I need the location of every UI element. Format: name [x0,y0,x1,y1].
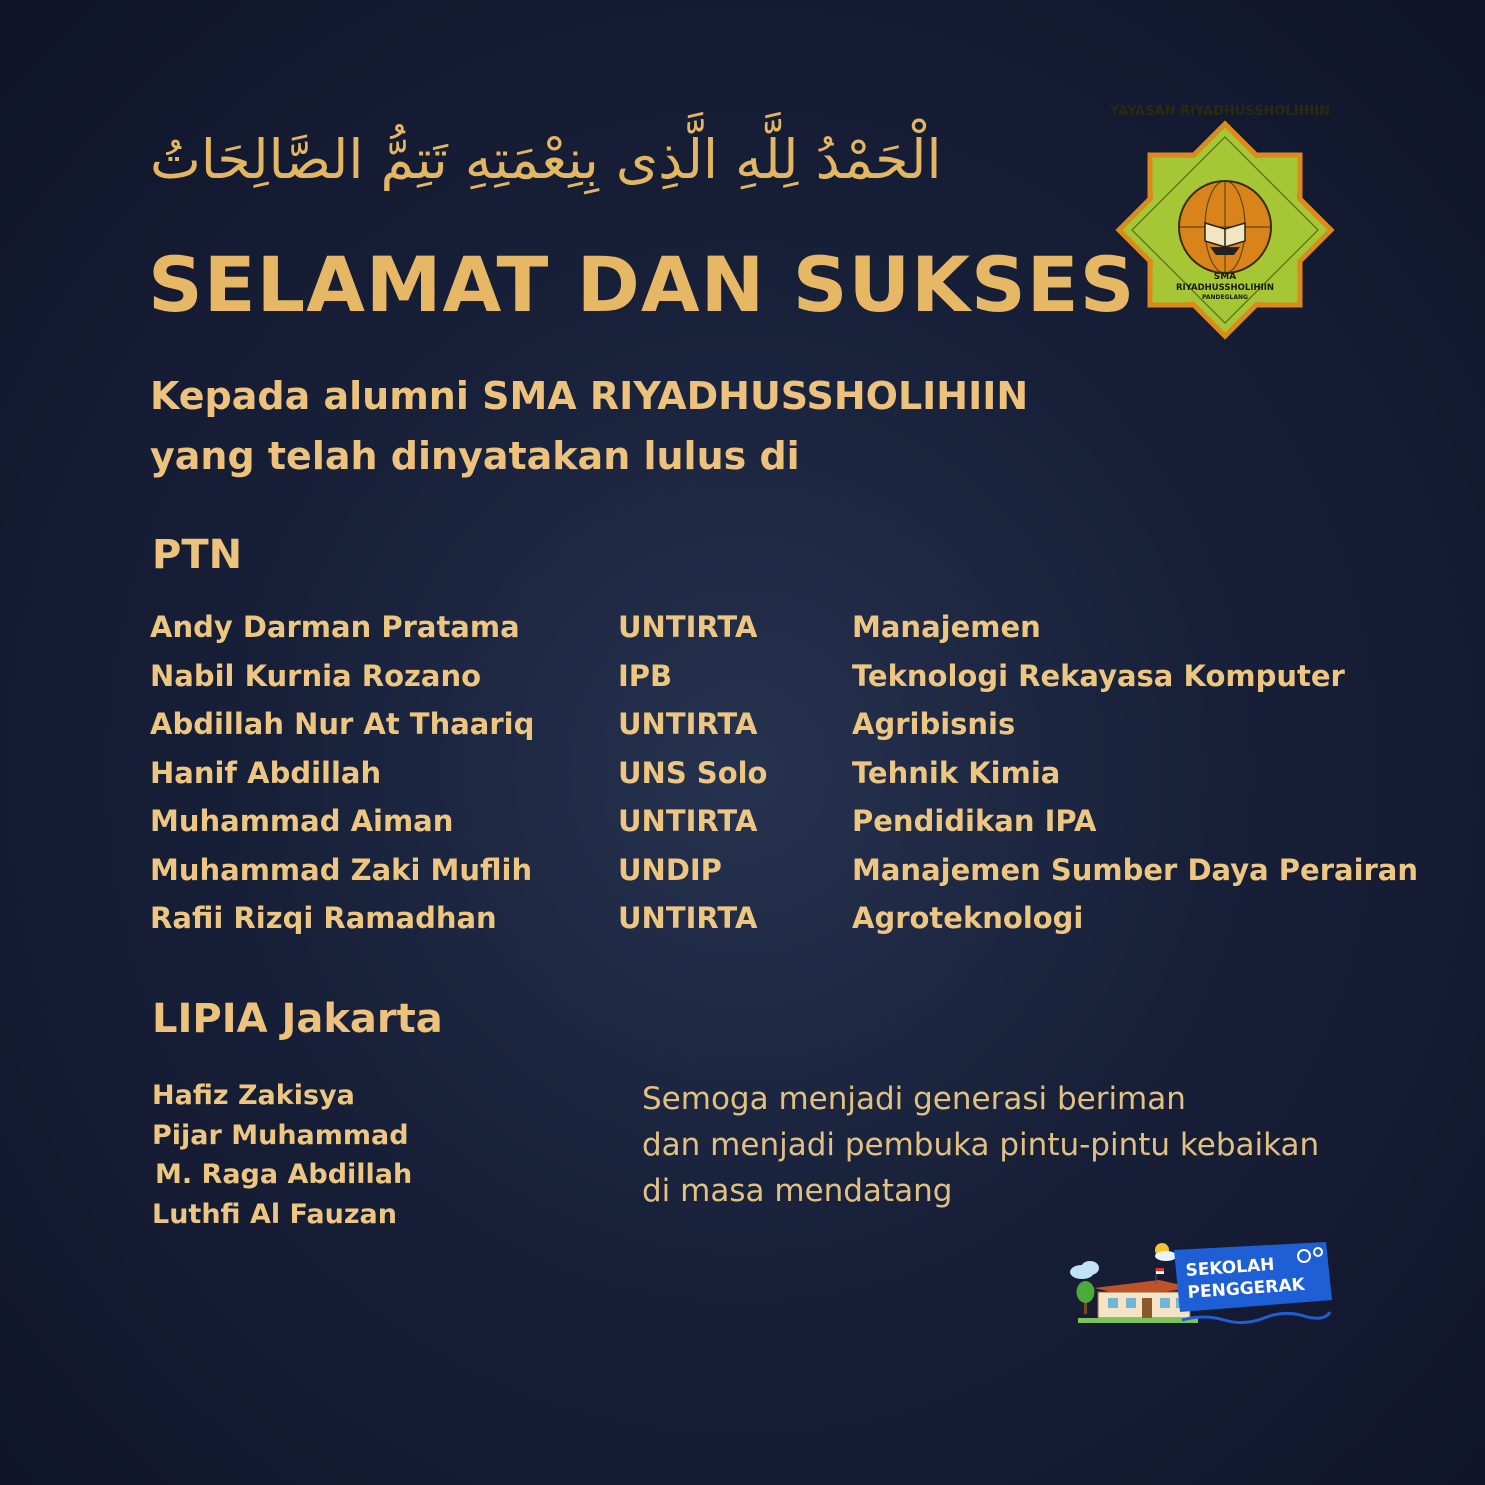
lipia-student-name: Hafiz Zakisya [152,1080,355,1111]
student-name: Abdillah Nur At Thaariq [150,707,535,741]
closing-message [642,1076,1319,1214]
ptn-heading: PTN [152,532,243,578]
sekolah-penggerak-logo [1064,1236,1336,1336]
sun-icon [1155,1243,1177,1261]
ptn-row [150,804,1410,853]
sekolah-penggerak-badge [1174,1242,1332,1323]
school-emblem-logo [1110,104,1340,345]
intro-line-2: yang telah dinyatakan lulus di [150,434,800,478]
university: UNS Solo [618,755,768,790]
cloud-icon [1070,1261,1099,1279]
ptn-row [150,852,1419,902]
badge-line-1: SEKOLAH [1184,1254,1276,1281]
study-program: Agribisnis [852,707,1016,741]
student-name: Hanif Abdillah [150,755,382,790]
study-program: Agroteknologi [852,901,1084,935]
ptn-row [150,610,1410,659]
university: UNTIRTA [618,804,758,838]
emblem-ring-text: YAYASAN RIYADHUSSHOLIHIIN [1110,104,1330,119]
intro-line-1: Kepada alumni SMA RIYADHUSSHOLIHIIN [150,374,1029,418]
badge-line-2: PENGGERAK [1186,1274,1306,1303]
university: UNTIRTA [618,707,758,741]
ptn-row [150,707,1410,756]
closing-line-3: di masa mendatang [642,1173,953,1209]
study-program: Tehnik Kimia [852,755,1061,790]
study-program: Manajemen [852,610,1041,644]
study-program: Pendidikan IPA [852,804,1097,838]
ptn-row [150,659,1410,708]
lipia-list [152,1076,412,1234]
student-name: Rafii Rizqi Ramadhan [150,901,497,935]
ptn-row [150,756,1410,805]
ptn-list [150,610,1419,950]
emblem-school-line-3: PANDEGLANG [1202,294,1248,301]
university: UNTIRTA [618,610,758,644]
student-name: Muhammad Zaki Muflih [150,852,533,887]
lipia-student-name: M. Raga Abdillah [155,1159,413,1190]
emblem-school-line-1: SMA [1213,272,1237,282]
lipia-student-name: Pijar Muhammad [152,1119,409,1151]
study-program: Manajemen Sumber Daya Perairan [852,852,1419,887]
university: IPB [618,658,673,693]
lipia-heading: LIPIA Jakarta [152,996,443,1042]
lipia-student-name: Luthfi Al Fauzan [152,1198,397,1230]
closing-line-1: Semoga menjadi generasi beriman [642,1081,1186,1117]
arabic-heading: الْحَمْدُ لِلَّهِ الَّذِى بِنِعْمَتِهِ تَتِمُّ الصَّالِحَاتُ [150,128,942,191]
student-name: Andy Darman Pratama [150,610,520,644]
emblem-school-line-2: RIYADHUSSHOLIHIIN [1175,283,1275,293]
university: UNDIP [618,852,722,887]
university: UNTIRTA [618,901,758,935]
student-name: Muhammad Aiman [150,804,454,838]
student-name: Nabil Kurnia Rozano [150,658,482,693]
intro-text [150,366,1028,486]
closing-line-2: dan menjadi pembuka pintu-pintu kebaikan [642,1127,1320,1163]
ptn-row [150,901,1410,950]
page-title: SELAMAT DAN SUKSES [148,240,1136,329]
study-program: Teknologi Rekayasa Komputer [852,658,1345,693]
tree-icon [1077,1281,1095,1314]
